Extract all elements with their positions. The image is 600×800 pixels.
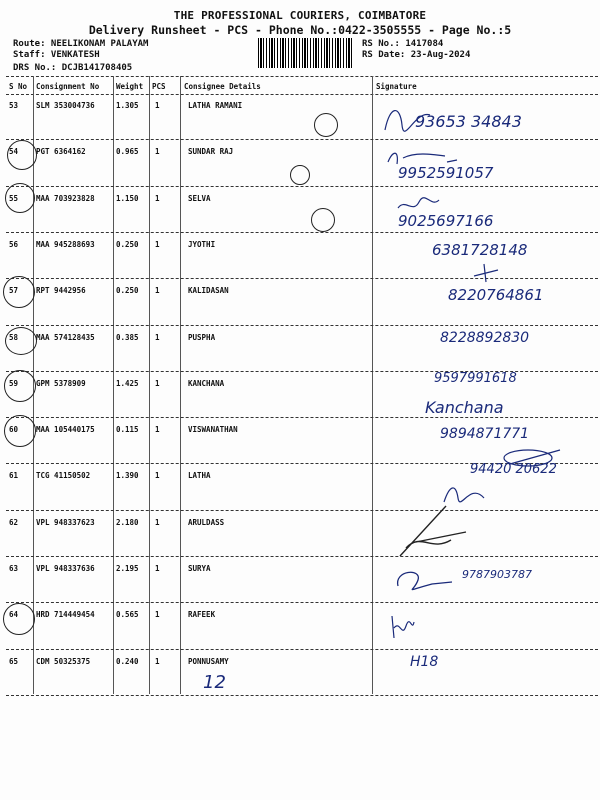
row-consignee: PONNUSAMY <box>188 656 229 666</box>
col-header-pcs: PCS <box>152 82 166 91</box>
row-pcs: 1 <box>155 239 160 249</box>
row-signature-handwriting: 9952591057 <box>398 164 494 182</box>
row-weight: 0.965 <box>116 147 139 157</box>
row-separator <box>6 556 598 557</box>
row-pcs: 1 <box>155 147 160 157</box>
row-consignment-no: VPL 948337623 <box>36 517 95 527</box>
sno-circle-mark <box>3 603 35 635</box>
row-consignment-no: HRD 714449454 <box>36 610 95 620</box>
row-pcs: 1 <box>155 517 160 527</box>
row-signature-handwriting: 9025697166 <box>398 212 494 230</box>
row-weight: 0.565 <box>116 610 139 620</box>
col-header-consignee: Consignee Details <box>184 82 261 91</box>
row-signature-handwriting: 9787903787 <box>462 568 532 581</box>
barcode <box>258 38 353 68</box>
row-consignee: LATHA <box>188 471 211 481</box>
stamp-mark <box>311 208 335 232</box>
row-signature-handwriting: 94420 20622 <box>470 462 557 477</box>
column-divider <box>372 76 373 694</box>
row-sno: 60 <box>9 425 19 435</box>
row-separator <box>6 325 598 326</box>
sno-circle-mark <box>4 370 36 402</box>
ponnusamy-note: 12 <box>203 672 226 693</box>
stamp-mark <box>290 165 310 185</box>
row-consignment-no: VPL 948337636 <box>36 564 95 573</box>
signature-scribble <box>385 148 465 170</box>
row-pcs: 1 <box>155 332 160 342</box>
row-consignment-no: CDM 50325375 <box>36 656 91 666</box>
row-sno: 62 <box>9 517 19 527</box>
row-pcs: 1 <box>155 564 160 573</box>
sno-circle-mark <box>7 140 37 170</box>
row-weight: 1.390 <box>116 471 139 481</box>
columns-divider <box>6 94 598 95</box>
route-label: Route: NEELIKONAM PALAYAM <box>13 39 149 49</box>
row-separator <box>6 232 598 233</box>
column-divider <box>180 76 181 694</box>
row-consignment-no: TCG 41150502 <box>36 471 91 481</box>
row-separator <box>6 695 598 696</box>
row-consignment-no: GPM 5378909 <box>36 378 86 388</box>
row-weight: 1.150 <box>116 193 139 203</box>
row-pcs: 1 <box>155 193 160 203</box>
row-sno: 63 <box>9 564 19 573</box>
row-signature-handwriting: 93653 34843 <box>415 112 522 131</box>
row-consignee: ARULDASS <box>188 517 225 527</box>
row-consignee: SURYA <box>188 564 211 573</box>
row-pcs: 1 <box>155 101 160 110</box>
row-pcs: 1 <box>155 378 160 388</box>
signature-scribble <box>392 566 462 596</box>
row-sno: 64 <box>9 610 19 620</box>
column-divider <box>149 76 150 694</box>
row-sno: 59 <box>9 378 19 388</box>
row-pcs: 1 <box>155 425 160 435</box>
row-weight: 2.195 <box>116 564 139 573</box>
row-weight: 1.305 <box>116 101 139 110</box>
row-consignee: KALIDASAN <box>188 286 229 296</box>
signature-scribble <box>395 196 445 216</box>
row-sno: 54 <box>9 147 19 157</box>
row-consignee: PUSPHA <box>188 332 216 342</box>
row-pcs: 1 <box>155 610 160 620</box>
row-signature-handwriting: 8220764861 <box>448 286 544 304</box>
row-signature-handwriting: 9597991618 <box>434 371 517 386</box>
signature-scribble <box>472 262 502 284</box>
row-sno: 55 <box>9 193 19 203</box>
signature-scribble <box>380 100 440 140</box>
row-consignee: RAFEEK <box>188 610 216 620</box>
signature-scribble <box>500 444 570 470</box>
row-consignee: KANCHANA <box>188 378 225 388</box>
row-consignee: VISWANATHAN <box>188 425 238 435</box>
row-signature-handwriting: 8228892830 <box>440 330 530 346</box>
row-consignment-no: MAA 574128435 <box>36 332 95 342</box>
row-consignment-no: PGT 6364162 <box>36 147 86 157</box>
row-sno: 65 <box>9 656 19 666</box>
drs-number: DRS No.: DCJB141708405 <box>13 63 133 73</box>
col-header-sno: S No <box>9 82 28 91</box>
row-sno: 57 <box>9 286 19 296</box>
row-pcs: 1 <box>155 286 160 296</box>
row-sno: 53 <box>9 101 19 110</box>
row-separator <box>6 186 598 187</box>
row-signature-handwriting: H18 <box>410 654 439 670</box>
row-consignment-no: RPT 9442956 <box>36 286 86 296</box>
kanchana-signature: Kanchana <box>425 398 504 417</box>
row-consignment-no: MAA 945288693 <box>36 239 95 249</box>
rs-date: RS Date: 23-Aug-2024 <box>362 50 471 60</box>
row-consignment-no: SLM 353004736 <box>36 101 95 110</box>
row-signature-handwriting: 6381728148 <box>432 241 528 259</box>
rs-number: RS No.: 1417084 <box>362 39 444 49</box>
sno-circle-mark <box>5 327 37 355</box>
row-consignee: SELVA <box>188 193 211 203</box>
row-separator <box>6 417 598 418</box>
runsheet-subtitle: Delivery Runsheet - PCS - Phone No.:0422-3505555 - Page No.:5 <box>88 23 512 37</box>
sno-circle-mark <box>5 183 35 213</box>
row-consignee: LATHA RAMANI <box>188 101 243 110</box>
company-title: THE PROFESSIONAL COURIERS, COIMBATORE <box>173 9 427 22</box>
row-separator <box>6 602 598 603</box>
row-separator <box>6 278 598 279</box>
row-separator <box>6 139 598 140</box>
row-consignee: SUNDAR RAJ <box>188 147 234 157</box>
sno-circle-mark <box>3 276 35 308</box>
row-pcs: 1 <box>155 471 160 481</box>
row-weight: 0.250 <box>116 239 139 249</box>
row-consignment-no: MAA 703923828 <box>36 193 95 203</box>
row-weight: 0.240 <box>116 656 139 666</box>
row-consignee: JYOTHI <box>188 239 216 249</box>
col-header-signature: Signature <box>376 82 417 91</box>
row-sno: 61 <box>9 471 19 481</box>
row-weight: 0.115 <box>116 425 139 435</box>
row-weight: 0.250 <box>116 286 139 296</box>
header-divider <box>6 76 598 77</box>
row-separator <box>6 649 598 650</box>
row-sno: 58 <box>9 332 19 342</box>
column-divider <box>113 76 114 694</box>
signature-scribble <box>396 502 476 562</box>
signature-scribble <box>386 612 416 642</box>
row-sno: 56 <box>9 239 19 249</box>
staff-label: Staff: VENKATESH <box>13 50 100 60</box>
col-header-weight: Weight <box>116 82 144 91</box>
sno-circle-mark <box>4 415 36 447</box>
row-weight: 1.425 <box>116 378 139 388</box>
col-header-consignment: Consignment No <box>36 82 100 91</box>
row-weight: 0.385 <box>116 332 139 342</box>
stamp-mark <box>314 113 338 137</box>
row-consignment-no: MAA 105440175 <box>36 425 95 435</box>
row-weight: 2.180 <box>116 517 139 527</box>
row-pcs: 1 <box>155 656 160 666</box>
row-signature-handwriting: 9894871771 <box>440 426 530 442</box>
row-separator <box>6 510 598 511</box>
